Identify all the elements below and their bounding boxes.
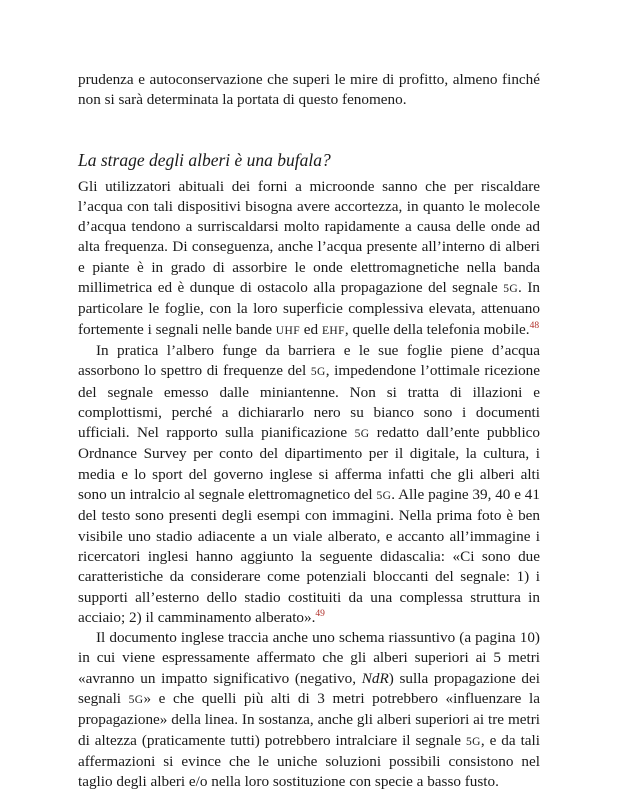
text-span: Gli utilizzatori abituali dei forni a microonde sanno che per riscaldare l’acqua con tali dispositivi bisogna avere accortezza, in quanto le molecole d’acqua tendono a surriscaldarsi molto rapidamente a causa delle onde ad alta frequenza. Di conseguenza, anche l’acqua presente all’interno di alberi e piante è in grado di assorbire le onde elettromagnetiche nella banda millimetrica ed è dunque di ostacolo alla propagazione del segnale xyxy=(78,177,540,297)
small-caps-term: 5G xyxy=(310,366,326,379)
small-caps-term: UHF xyxy=(275,324,300,337)
small-caps-term: 5G xyxy=(354,428,370,441)
text-span: , quelle della telefonia mobile. xyxy=(344,320,530,338)
text-span: ) sulla propagazione dei segnali xyxy=(78,669,540,708)
small-caps-term: 5G xyxy=(465,735,481,748)
section-heading: La strage degli alberi è una bufala? xyxy=(78,149,331,170)
text-span: , e da tali affermazioni si evince che le uniche soluzioni possibili consistono nel taglio degli alberi e/o nella loro sostituzione con specie a basso fusto. xyxy=(78,731,540,791)
footnote-ref[interactable]: 48 xyxy=(529,320,540,331)
text-span: ed xyxy=(300,320,322,338)
text-span: redatto dall’ente pubblico Ordnance Survey per conto del dipartimento per il digitale, la cultura, i media e lo sport del governo inglese si afferma infatti che gli alberi alti sono un intralcio al segnale elettromagnetico del xyxy=(78,424,540,504)
intro-paragraph: prudenza e autoconservazione che superi le mire di profitto, almeno finché non si sarà determinata la portata di questo fenomeno. xyxy=(78,71,540,109)
small-caps-term: EHF xyxy=(321,324,345,337)
text-span: » e che quelli più alti di 3 metri potrebbero «influenzare la propagazione» della linea. In sostanza, anche gli alberi superiori ai tre metri di altezza (praticamente tutti) potrebbero intralciare il segnale xyxy=(78,690,540,749)
paragraph-3 xyxy=(78,628,540,792)
paragraph-1 xyxy=(78,177,540,341)
text-span: . Alle pagine 39, 40 e 41 del testo sono presenti degli esempi con immagini. Nella prima foto è ben visibile uno stadio adiacente a un viale alberato, e accanto all’immagine i ricercatori inglesi hanno aggiunto la seguente didascalia: «Ci sono due caratteristiche da considerare come potenziali bloccanti del segnale: 1) i supporti all’esterno dello stadio costituiti da una complessa struttura in acciaio; 2) il camminamento alberato». xyxy=(78,486,540,626)
text-span: . In particolare le foglie, con la loro superficie complessiva elevata, attenuano fortemente i segnali nelle bande xyxy=(78,279,540,338)
small-caps-term: 5G xyxy=(128,694,144,707)
text-span: Il documento inglese traccia anche uno schema riassuntivo (a pagina 10) in cui viene espressamente affermato che gli alberi superiori ai 5 metri «avranno un impatto significativo (negativo, xyxy=(78,629,540,687)
footnote-ref[interactable]: 49 xyxy=(315,608,325,619)
small-caps-term: 5G xyxy=(503,283,519,296)
italic-term: NdR xyxy=(361,669,389,687)
text-span: , impedendone l’ottimale ricezione del segnale emesso dalle miniantenne. Non si tratta di illazioni e complottismi, perché a dichiararlo nero su bianco sono i documenti ufficiali. Nel rapporto sulla pianificazione xyxy=(78,362,540,442)
paragraph-2 xyxy=(78,341,540,628)
small-caps-term: 5G xyxy=(376,490,392,503)
book-page xyxy=(78,70,540,793)
text-span: In pratica l’albero funge da barriera e le sue foglie piene d’acqua assorbono lo spettro di frequenze del xyxy=(78,341,540,380)
